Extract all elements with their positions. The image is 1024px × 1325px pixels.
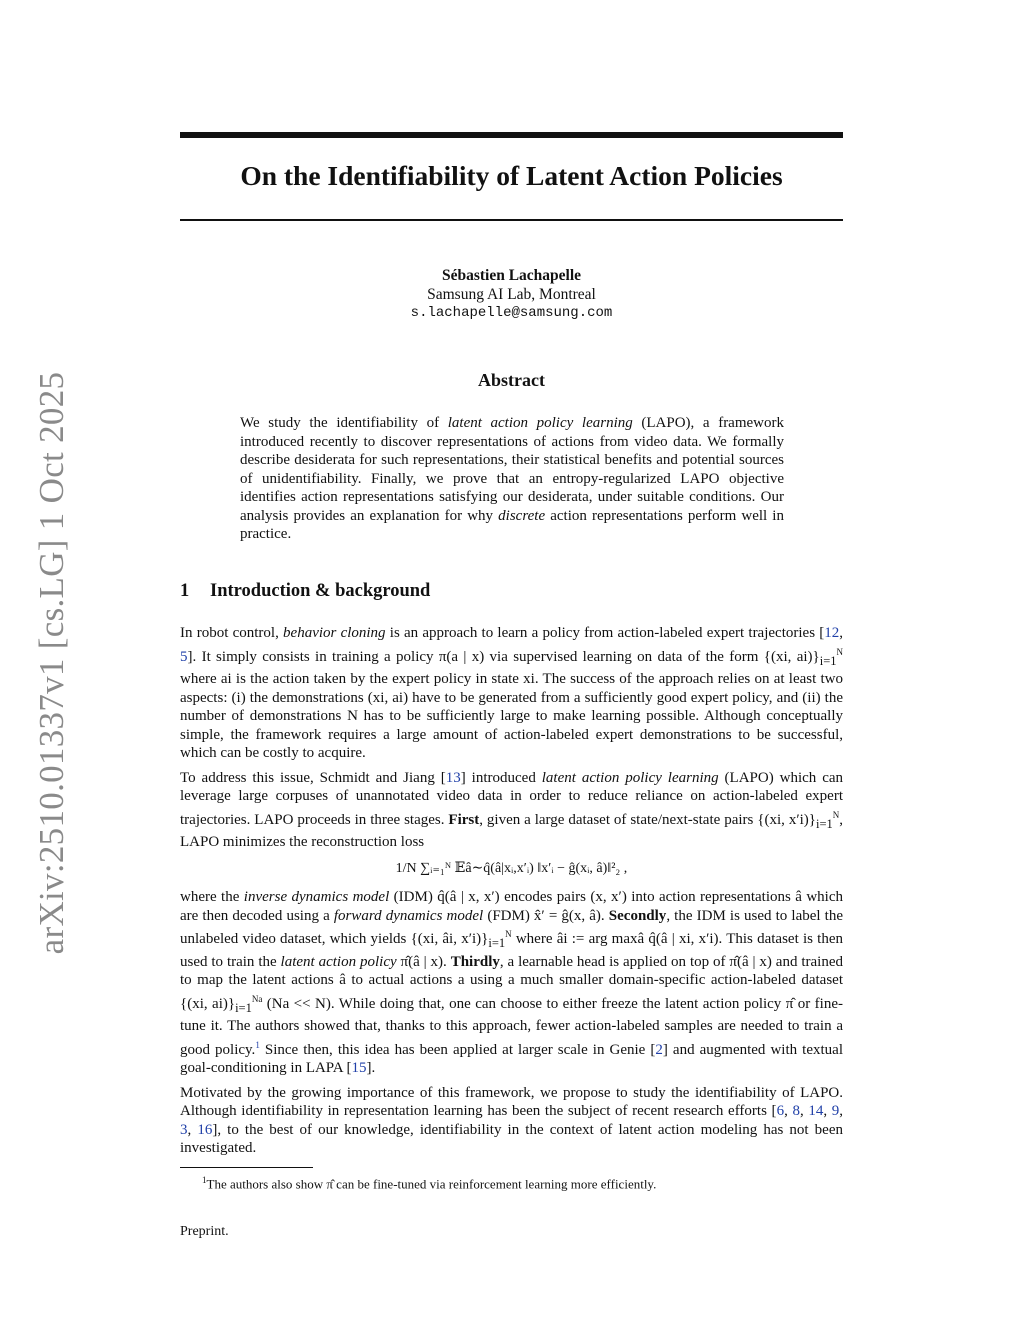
paragraph-4: Motivated by the growing importance of this framework, we propose to study the identifiability of LAPO. Although identifiability in representation learning has been the subject of recent research efforts [6, 8, 14, 9, 3, 16], to the best of our knowledge, identifiability in the context of latent action modeling has not been investigated.	[180, 1084, 844, 1156]
author-name: Sébastien Lachapelle	[441, 267, 582, 284]
title-bottom-rule	[180, 219, 843, 221]
citation-link[interactable]: 9	[831, 1103, 840, 1119]
paragraph-1: In robot control, behavior cloning is an approach to learn a policy from action-labeled expert trajectories [12, 5]. It simply consists in training a policy π(a | x) via supervised learning on data of the form {(xi, $ai)\}_{i=1}^N$ where ai is the action taken by the expert policy in state xi. The success of the approach relies on at least two aspects: (i) the demonstrations (xi, ai) have to be generated from a sufficiently good expert policy, and (ii) the number of demonstrations N has to be sufficiently large to make learning possible. Although conceptually simple, the framework requires a large amount of action-labeled expert demonstrations to be successful, which can be costly to acquire.	[180, 625, 843, 761]
citation-link[interactable]: 5	[180, 648, 188, 665]
author-email[interactable]: s.lachapelle@samsung.com	[410, 305, 613, 321]
reconstruction-loss-equation: 1/N ∑ᵢ₌₁ᴺ 𝔼â∼q̂(â|xᵢ,x′ᵢ) ‖x′ᵢ − ĝ(xᵢ, â)‖²₂ ,	[395, 860, 628, 876]
preprint-label: Preprint.	[180, 1224, 229, 1239]
author-block	[180, 266, 843, 323]
paragraph-2: To address this issue, Schmidt and Jiang [13] introduced latent action policy learning (LAPO) which can leverage large corpuses of unannotated video data in order to reduce reliance on action-labeled expert trajectories. LAPO proceeds in three stages. First, given a large dataset of state/next-state pairs {(xi, $x'i)\}_{i=1}^N$, LAPO minimizes the reconstruction loss	[180, 769, 844, 850]
footnote-mark[interactable]: 1	[255, 1039, 260, 1050]
citation-link[interactable]: 2	[655, 1041, 663, 1058]
abstract-text: We study the identifiability of latent action policy learning (LAPO), a framework introduced recently to discover representations of actions from video data. We formally describe desiderata for such representations, their statistical benefits and potential sources of unidentifiability. Finally, we prove that an entropy-regularized LAPO objective identifies action representations satisfying our desiderata, under suitable conditions. Our analysis provides an explanation for why discrete action representations perform well in practice.	[240, 415, 784, 542]
citation-link[interactable]: 6	[776, 1103, 785, 1119]
citation-link[interactable]: 14	[808, 1103, 824, 1119]
author-affiliation: Samsung AI Lab, Montreal	[427, 286, 596, 303]
page-title: On the Identifiability of Latent Action Policies	[240, 160, 783, 191]
body-text	[180, 624, 843, 1164]
paragraph-3: where the inverse dynamics model (IDM) q̂(â | x, x′) encodes pairs (x, x′) into action representations â which are then decoded using a forward dynamics model (FDM) x̂′ = ĝ(x, â). Secondly, the IDM is used to label the unlabeled video dataset, which yields {(xi, âi, $x'i)\}_{i=1}^N$ where âi := arg maxâ q̂(â | xi, x′i). This dataset is then used to train the latent action policy π̂(â | x). Thirdly, a learnable head is applied on top of π̂(â | x) and trained to map the latent actions â to actual actions a using a much smaller domain-specific action-labeled dataset {(xi, $ai)\}_{i=1}^{Na}$ (Na << N). While doing that, one can choose to either freeze the latent action policy π̂ or fine-tune it. The authors showed that, thanks to this approach, fewer action-labeled samples are needed to train a good policy.$^1$ Since then, this idea has been applied at larger scale in Genie [2] and augmented with textual goal-conditioning in LAPA [15].	[180, 889, 843, 1076]
citation-link[interactable]: 3	[180, 1121, 188, 1138]
footnote: $^1$The authors also show π̂ can be fine-tuned via reinforcement learning more efficiently.	[202, 1175, 657, 1192]
citation-link[interactable]: 16	[197, 1121, 213, 1138]
title-top-rule	[180, 132, 843, 138]
arxiv-identifier: arXiv:2510.01337v1 [cs.LG] 1 Oct 2025	[32, 371, 71, 955]
citation-link[interactable]: 15	[351, 1060, 367, 1076]
citation-link[interactable]: 12	[824, 625, 840, 641]
footnote-rule	[180, 1167, 313, 1168]
citation-link[interactable]: 13	[445, 769, 461, 786]
citation-link[interactable]: 8	[792, 1103, 800, 1119]
section-heading: 1 Introduction & background	[180, 581, 431, 601]
abstract-heading: Abstract	[478, 370, 545, 390]
